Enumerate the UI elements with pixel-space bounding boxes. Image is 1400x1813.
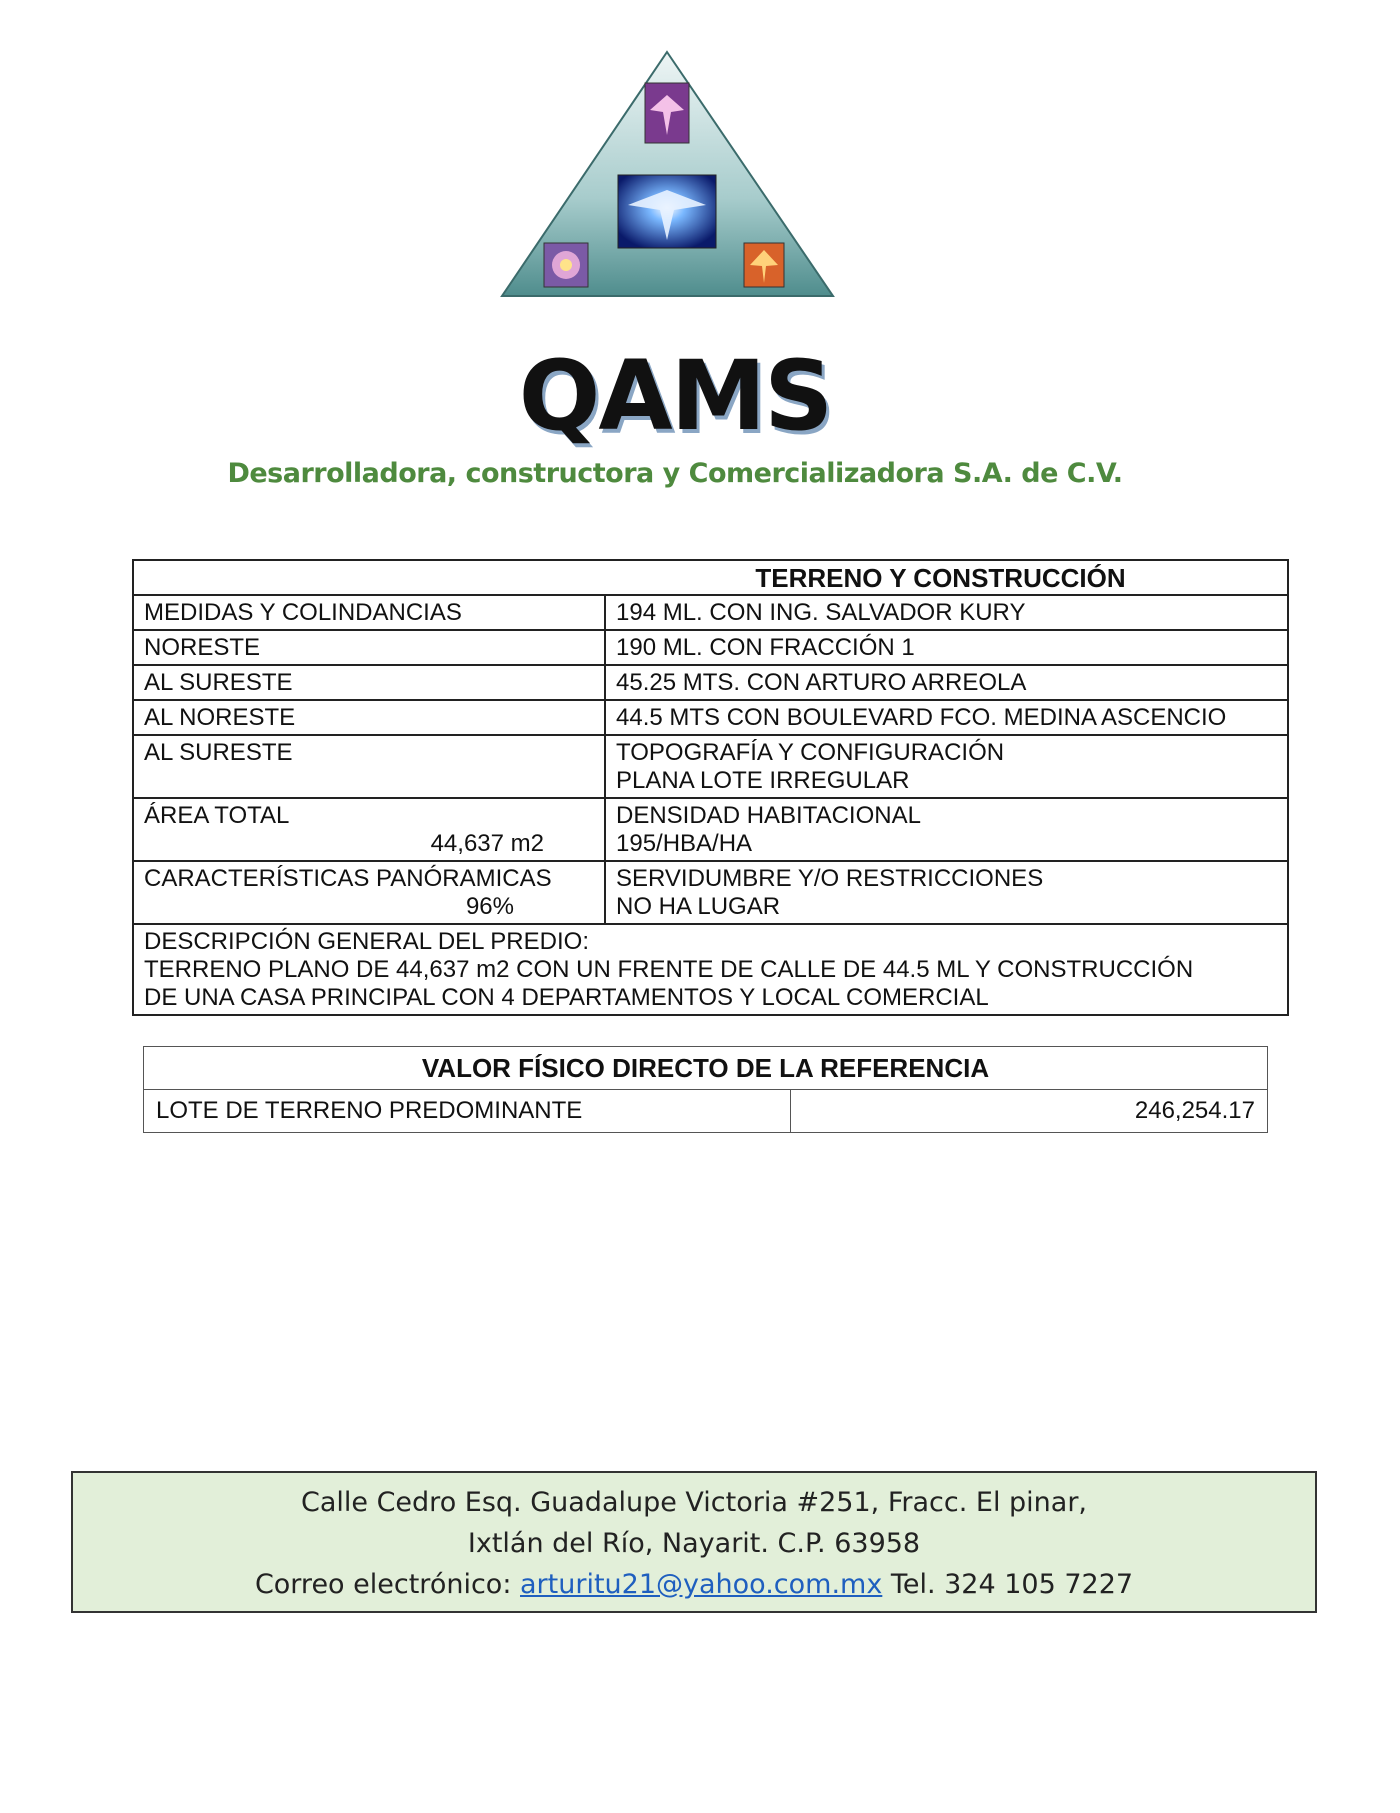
valor-value: 246,254.17 [791,1090,1268,1133]
contact-line [73,1564,1315,1605]
row-value: 190 ML. CON FRACCIÓN 1 [605,630,1288,665]
row-label [133,798,605,861]
angel-image-center [618,175,716,248]
table-row [133,798,1288,861]
row-label-line1: CARACTERÍSTICAS PANÓRAMICAS [144,865,552,892]
terreno-table [132,559,1289,1016]
row-value-line2: PLANA LOTE IRREGULAR [616,767,910,794]
row-label: MEDIDAS Y COLINDANCIAS [133,595,605,630]
mandala-image-left [544,243,588,287]
area-total-value: 44,637 m2 [430,830,544,857]
description-title: DESCRIPCIÓN GENERAL DEL PREDIO: [144,928,589,955]
table-row [133,700,1288,735]
email-label: Correo electrónico: [254,1569,512,1600]
table-row [133,861,1288,924]
row-value: 45.25 MTS. CON ARTURO ARREOLA [605,665,1288,700]
row-value-line1: TOPOGRAFÍA Y CONFIGURACIÓN [616,739,1005,766]
row-label [133,861,605,924]
table-row [133,735,1288,798]
panoramic-value: 96% [465,893,514,920]
row-label: AL NORESTE [133,700,605,735]
valor-label: LOTE DE TERRENO PREDOMINANTE [144,1090,791,1133]
row-value-line1: DENSIDAD HABITACIONAL [616,802,921,829]
angel-image-right [744,243,784,287]
row-label: AL SURESTE [133,665,605,700]
description-cell [133,924,1288,1015]
valor-table [143,1046,1268,1133]
table-row [133,630,1288,665]
table-row [133,595,1288,630]
valor-header: VALOR FÍSICO DIRECTO DE LA REFERENCIA [144,1047,1268,1090]
row-value [605,735,1288,798]
row-label: AL SURESTE [133,735,605,798]
table-row [144,1090,1268,1133]
row-label-line1: ÁREA TOTAL [144,802,290,829]
table-row [133,665,1288,700]
valor-header-row [144,1047,1268,1090]
terreno-header: TERRENO Y CONSTRUCCIÓN [133,560,1288,595]
phone-text: Tel. 324 105 7227 [890,1569,1134,1600]
description-line1: TERRENO PLANO DE 44,637 m2 CON UN FRENTE DE CALLE DE 44.5 ML Y CONSTRUCCIÓN [144,956,1194,983]
brand-name: QAMS [518,340,832,452]
contact-footer [71,1471,1317,1613]
row-value: 194 ML. CON ING. SALVADOR KURY [605,595,1288,630]
company-logo [500,50,835,300]
row-value-line2: NO HA LUGAR [616,893,781,920]
address-line2: Ixtlán del Río, Nayarit. C.P. 63958 [467,1528,921,1559]
row-value: 44.5 MTS CON BOULEVARD FCO. MEDINA ASCENCIO [605,700,1288,735]
row-value [605,798,1288,861]
description-row [133,924,1288,1015]
row-value-line1: SERVIDUMBRE Y/O RESTRICCIONES [616,865,1044,892]
angel-image-top [645,83,689,143]
description-line2: DE UNA CASA PRINCIPAL CON 4 DEPARTAMENTOS Y LOCAL COMERCIAL [144,984,989,1011]
company-subtitle: Desarrolladora, constructora y Comercializadora S.A. de C.V. [227,458,1123,489]
row-value-line2: 195/HBA/HA [616,830,753,857]
row-value [605,861,1288,924]
email-link[interactable]: arturitu21@yahoo.com.mx [520,1569,883,1600]
table-header-row [133,560,1288,595]
row-label: NORESTE [133,630,605,665]
address-line1: Calle Cedro Esq. Guadalupe Victoria #251, Fracc. El pinar, [300,1487,1088,1518]
